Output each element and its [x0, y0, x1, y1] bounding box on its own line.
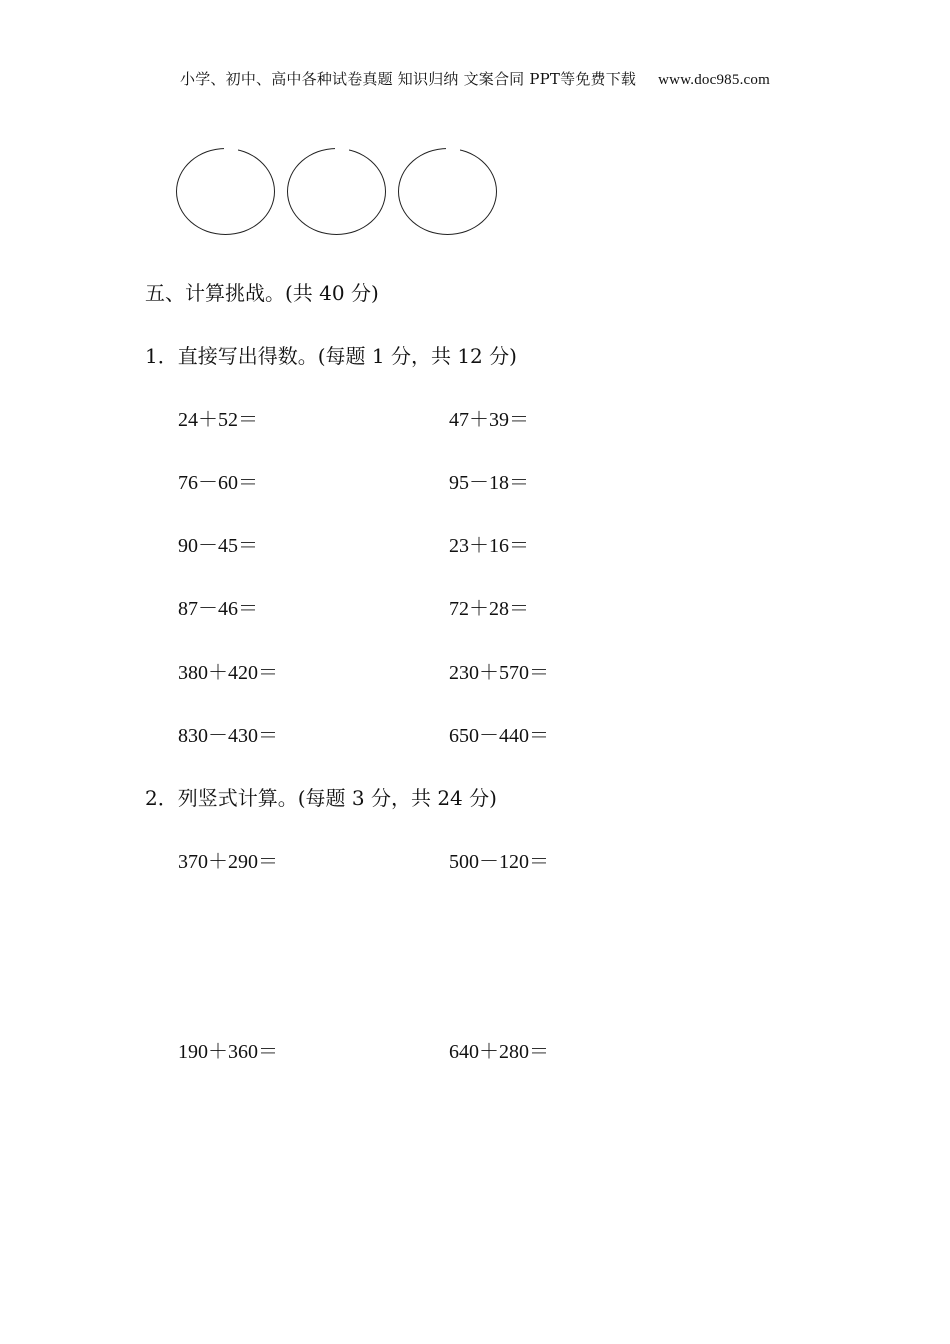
expression: 830－430＝ [178, 725, 278, 747]
page-header [0, 68, 950, 89]
expression: 87－46＝ [178, 598, 258, 620]
answer-circle-3[interactable] [398, 148, 497, 235]
expression: 640＋280＝ [449, 1041, 549, 1063]
expression: 76－60＝ [178, 472, 258, 494]
answer-circle-1[interactable] [176, 148, 275, 235]
answer-circle-2[interactable] [287, 148, 386, 235]
header-url: www.doc985.com [658, 72, 770, 88]
expression: 370＋290＝ [178, 851, 278, 873]
circle-gap [446, 146, 460, 152]
expression: 380＋420＝ [178, 662, 278, 684]
header-text: 小学、初中、高中各种试卷真题 知识归纳 文案合同 PPT等免费下载 [180, 70, 637, 88]
part2-title: 2．列竖式计算。(每题 3 分，共 24 分) [145, 786, 497, 810]
part1-title: 1．直接写出得数。(每题 1 分，共 12 分) [145, 344, 517, 368]
expression: 95－18＝ [449, 472, 529, 494]
expression: 90－45＝ [178, 535, 258, 557]
expression: 650－440＝ [449, 725, 549, 747]
section-title: 五、计算挑战。(共 40 分) [145, 281, 379, 305]
expression: 190＋360＝ [178, 1041, 278, 1063]
circle-gap [335, 146, 349, 152]
circle-gap [224, 146, 238, 152]
answer-circles [176, 148, 506, 240]
expression: 500－120＝ [449, 851, 549, 873]
expression: 72＋28＝ [449, 598, 529, 620]
expression: 24＋52＝ [178, 409, 258, 431]
expression: 47＋39＝ [449, 409, 529, 431]
expression: 23＋16＝ [449, 535, 529, 557]
expression: 230＋570＝ [449, 662, 549, 684]
